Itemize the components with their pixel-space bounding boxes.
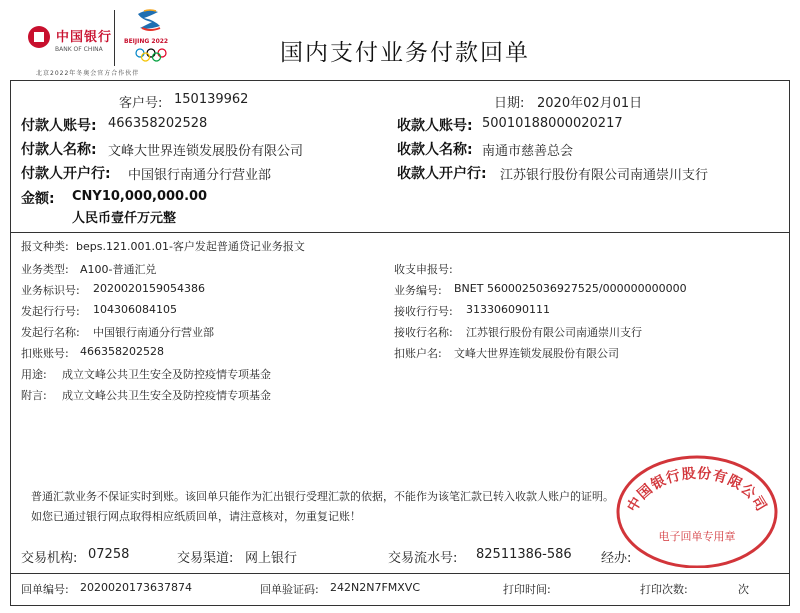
boc-emblem-icon — [28, 26, 50, 48]
header-divider — [10, 80, 790, 81]
verify-code: 242N2N7FMXVC — [330, 581, 421, 594]
remark-label: 附言: — [21, 389, 47, 402]
olympic-text: BEIJING 2022 — [124, 38, 169, 45]
notice-line-1: 普通汇款业务不保证实时到账。该回单只能作为汇出银行受理汇款的依据，不能作为该笔汇款已转入收款人账户的证明。 — [31, 490, 614, 503]
txn-serial: 82511386-586 — [476, 547, 572, 562]
logo-divider — [114, 10, 115, 66]
send-bank-name-label: 发起行名称: — [21, 326, 80, 339]
receipt-no-label: 回单编号: — [21, 583, 69, 596]
purpose-label: 用途: — [21, 368, 47, 381]
msg-type-label: 报文种类: — [21, 240, 69, 253]
seal-outer-text: 中国银行股份有限公司 — [624, 465, 770, 515]
receipt-no: 2020020173637874 — [80, 581, 192, 594]
recv-bank-no-label: 接收行行号: — [394, 305, 453, 318]
sponsor-line: 北京2022年冬奥会官方合作伙伴 — [36, 70, 140, 77]
send-bank-no-label: 发起行行号: — [21, 305, 80, 318]
payer-bank: 中国银行南通分行营业部 — [128, 168, 272, 183]
amount-words: 人民币壹仟万元整 — [72, 211, 177, 226]
txn-org: 07258 — [88, 547, 130, 562]
biz-id-label: 业务标识号: — [21, 284, 80, 297]
summary-divider — [10, 232, 790, 233]
payee-name-label: 收款人名称: — [397, 142, 473, 158]
debit-acct: 466358202528 — [80, 345, 164, 358]
recv-bank-name: 江苏银行股份有限公司南通崇川支行 — [466, 326, 642, 339]
bank-logo — [28, 22, 118, 68]
biz-no-label: 业务编号: — [394, 284, 442, 297]
txn-channel-label: 交易渠道: — [177, 551, 234, 566]
notice-line-2: 如您已通过银行网点取得相应纸质回单，请注意核对，勿重复记账！ — [31, 510, 361, 523]
remark: 成立文峰公共卫生安全及防控疫情专项基金 — [62, 389, 271, 402]
biz-type: A100-普通汇兑 — [80, 263, 157, 276]
customer-no: 150139962 — [174, 92, 249, 107]
txn-org-label: 交易机构: — [21, 551, 78, 566]
bank-name-en: BANK OF CHINA — [55, 46, 103, 53]
send-bank-no: 104306084105 — [93, 303, 177, 316]
official-seal-icon — [614, 452, 780, 568]
frame-right — [789, 80, 790, 606]
txn-channel: 网上银行 — [245, 551, 298, 566]
date-label: 日期: — [494, 96, 525, 111]
debit-name-label: 扣账户名: — [394, 347, 442, 360]
amount-label: 金额: — [21, 191, 55, 207]
biz-type-label: 业务类型: — [21, 263, 69, 276]
txn-handler-label: 经办: — [601, 551, 632, 566]
recv-bank-no: 313306090111 — [466, 303, 550, 316]
payer-account: 466358202528 — [108, 116, 208, 131]
verify-code-label: 回单验证码: — [260, 583, 319, 596]
payee-account: 50010188000020217 — [482, 116, 623, 131]
payer-account-label: 付款人账号: — [21, 118, 97, 134]
date-value: 2020年02月01日 — [537, 96, 643, 111]
debit-name: 文峰大世界连锁发展股份有限公司 — [454, 347, 619, 360]
biz-no: BNET 5600025036927525/000000000000 — [454, 282, 687, 295]
frame-bottom — [10, 605, 790, 606]
print-count-unit: 次 — [738, 583, 749, 596]
biz-id: 2020020159054386 — [93, 282, 205, 295]
footer-divider — [10, 573, 790, 574]
amount-value: CNY10,000,000.00 — [72, 189, 208, 204]
purpose: 成立文峰公共卫生安全及防控疫情专项基金 — [62, 368, 271, 381]
customer-no-label: 客户号: — [119, 96, 163, 111]
payer-name-label: 付款人名称: — [21, 142, 97, 158]
payee-name: 南通市慈善总会 — [482, 144, 574, 159]
payer-bank-label: 付款人开户行: — [21, 166, 111, 182]
payee-bank: 江苏银行股份有限公司南通崇川支行 — [500, 168, 709, 183]
debit-acct-label: 扣账账号: — [21, 347, 69, 360]
olympic-logo — [118, 8, 180, 66]
recv-report-label: 收支申报号: — [394, 263, 453, 276]
seal-inner-text: 电子回单专用章 — [658, 530, 736, 543]
payee-account-label: 收款人账号: — [397, 118, 473, 134]
payee-bank-label: 收款人开户行: — [397, 166, 487, 182]
frame-left — [10, 80, 11, 606]
msg-type: beps.121.001.01-客户发起普通贷记业务报文 — [76, 240, 305, 253]
beijing-2022-emblem-icon — [134, 8, 164, 34]
olympic-rings-icon — [134, 48, 168, 62]
txn-serial-label: 交易流水号: — [388, 551, 458, 566]
recv-bank-name-label: 接收行名称: — [394, 326, 453, 339]
bank-name-cn: 中国银行 — [56, 30, 113, 45]
print-time-label: 打印时间: — [503, 583, 551, 596]
page-title: 国内支付业务付款回单 — [280, 40, 530, 66]
svg-text:中国银行股份有限公司 — [624, 465, 771, 515]
print-count-label: 打印次数: — [640, 583, 688, 596]
payer-name: 文峰大世界连锁发展股份有限公司 — [108, 144, 304, 159]
send-bank-name: 中国银行南通分行营业部 — [93, 326, 214, 339]
